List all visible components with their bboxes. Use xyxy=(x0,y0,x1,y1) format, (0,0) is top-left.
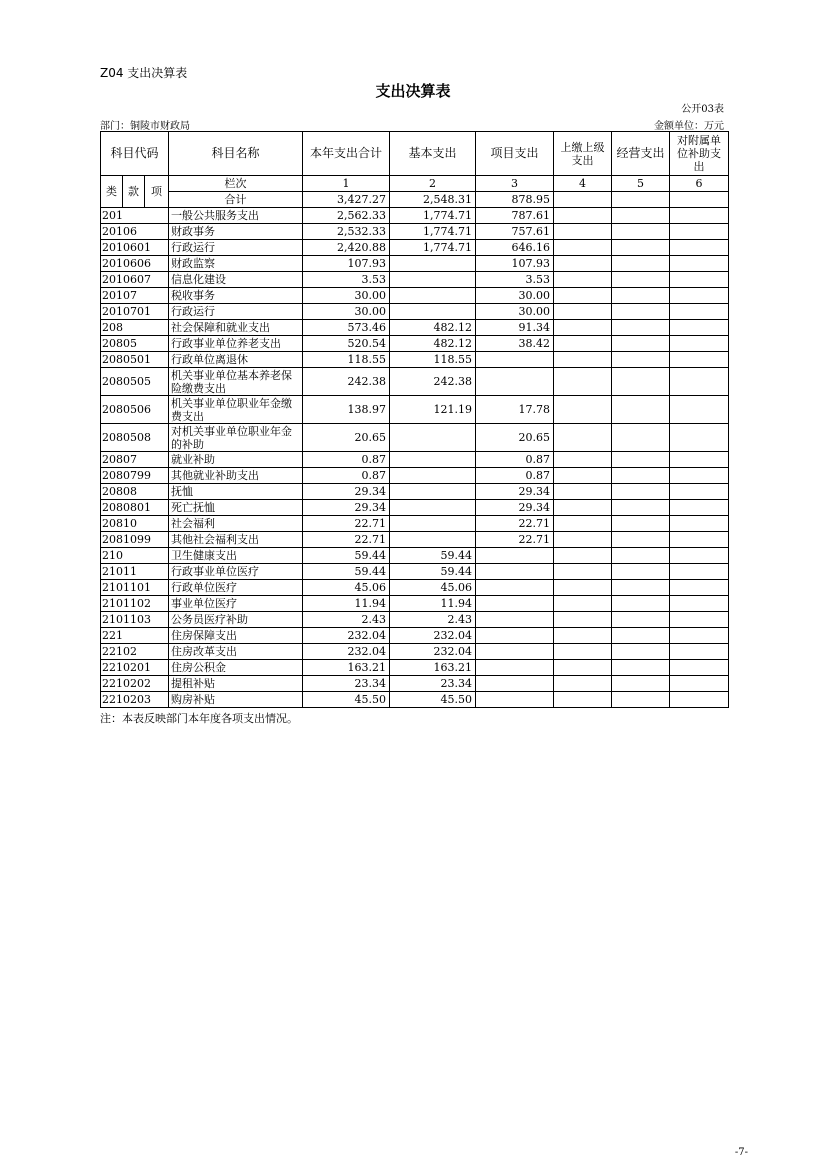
row-total: 107.93 xyxy=(303,256,390,272)
row-subsidy xyxy=(670,468,729,484)
row-subsidy xyxy=(670,336,729,352)
row-project: 646.16 xyxy=(476,240,554,256)
table-row xyxy=(101,644,729,660)
row-project xyxy=(476,596,554,612)
row-project: 20.65 xyxy=(476,424,554,452)
row-name: 税收事务 xyxy=(169,288,303,304)
total-label: 合计 xyxy=(169,192,303,208)
row-basic: 232.04 xyxy=(390,644,476,660)
row-upper xyxy=(554,224,612,240)
row-upper xyxy=(554,676,612,692)
row-code: 2101101 xyxy=(101,580,169,596)
row-code: 22102 xyxy=(101,644,169,660)
department-label: 部门：铜陵市财政局 xyxy=(100,121,190,132)
row-project: 0.87 xyxy=(476,452,554,468)
row-business xyxy=(612,304,670,320)
column-index-2: 2 xyxy=(390,176,476,192)
row-code: 21011 xyxy=(101,564,169,580)
row-basic: 23.34 xyxy=(390,676,476,692)
row-upper xyxy=(554,532,612,548)
row-subsidy xyxy=(670,224,729,240)
amount-unit-label: 金额单位：万元 xyxy=(654,121,724,132)
row-code: 20106 xyxy=(101,224,169,240)
row-name: 行政事业单位养老支出 xyxy=(169,336,303,352)
row-upper xyxy=(554,628,612,644)
row-upper xyxy=(554,208,612,224)
row-subsidy xyxy=(670,516,729,532)
row-upper xyxy=(554,468,612,484)
row-basic: 482.12 xyxy=(390,320,476,336)
column-index-4: 4 xyxy=(554,176,612,192)
row-name: 行政运行 xyxy=(169,240,303,256)
table-row xyxy=(101,548,729,564)
row-basic: 2.43 xyxy=(390,612,476,628)
header-basic: 基本支出 xyxy=(390,132,476,176)
row-total: 0.87 xyxy=(303,452,390,468)
row-upper xyxy=(554,596,612,612)
row-business xyxy=(612,208,670,224)
row-total: 3.53 xyxy=(303,272,390,288)
row-project xyxy=(476,628,554,644)
row-subsidy xyxy=(670,352,729,368)
row-project: 91.34 xyxy=(476,320,554,336)
row-subsidy xyxy=(670,500,729,516)
row-code: 2010701 xyxy=(101,304,169,320)
row-code: 2210202 xyxy=(101,676,169,692)
row-total: 520.54 xyxy=(303,336,390,352)
row-subsidy xyxy=(670,548,729,564)
row-name: 购房补贴 xyxy=(169,692,303,708)
row-name: 抚恤 xyxy=(169,484,303,500)
column-index-6: 6 xyxy=(670,176,729,192)
row-basic: 1,774.71 xyxy=(390,224,476,240)
column-index-row xyxy=(101,176,729,192)
row-upper xyxy=(554,660,612,676)
row-total: 23.34 xyxy=(303,676,390,692)
row-business xyxy=(612,484,670,500)
row-code: 2010601 xyxy=(101,240,169,256)
row-business xyxy=(612,692,670,708)
row-code: 208 xyxy=(101,320,169,336)
row-upper xyxy=(554,580,612,596)
header-xiang: 项 xyxy=(145,176,169,208)
row-upper xyxy=(554,644,612,660)
row-basic: 11.94 xyxy=(390,596,476,612)
header-kuan: 款 xyxy=(123,176,145,208)
row-basic: 59.44 xyxy=(390,548,476,564)
row-name: 卫生健康支出 xyxy=(169,548,303,564)
row-basic: 45.50 xyxy=(390,692,476,708)
row-name: 机关事业单位基本养老保险缴费支出 xyxy=(169,368,303,396)
row-code: 20807 xyxy=(101,452,169,468)
row-subsidy xyxy=(670,288,729,304)
row-subsidy xyxy=(670,272,729,288)
row-total: 138.97 xyxy=(303,396,390,424)
total-basic: 2,548.31 xyxy=(390,192,476,208)
row-name: 行政运行 xyxy=(169,304,303,320)
row-basic: 482.12 xyxy=(390,336,476,352)
row-code: 2080505 xyxy=(101,368,169,396)
table-row xyxy=(101,452,729,468)
row-business xyxy=(612,368,670,396)
row-total: 242.38 xyxy=(303,368,390,396)
row-basic xyxy=(390,452,476,468)
row-business xyxy=(612,424,670,452)
row-basic: 121.19 xyxy=(390,396,476,424)
row-business xyxy=(612,224,670,240)
page-number: -7- xyxy=(734,1147,748,1158)
row-business xyxy=(612,500,670,516)
row-name: 行政单位医疗 xyxy=(169,580,303,596)
row-basic: 1,774.71 xyxy=(390,240,476,256)
row-name: 行政事业单位医疗 xyxy=(169,564,303,580)
row-code: 2010607 xyxy=(101,272,169,288)
table-row xyxy=(101,676,729,692)
row-basic: 118.55 xyxy=(390,352,476,368)
row-project xyxy=(476,692,554,708)
row-upper xyxy=(554,516,612,532)
row-name: 住房公积金 xyxy=(169,660,303,676)
total-project: 878.95 xyxy=(476,192,554,208)
row-upper xyxy=(554,500,612,516)
row-business xyxy=(612,596,670,612)
table-row xyxy=(101,596,729,612)
row-code: 2010606 xyxy=(101,256,169,272)
row-name: 机关事业单位职业年金缴费支出 xyxy=(169,396,303,424)
row-subsidy xyxy=(670,256,729,272)
row-basic xyxy=(390,256,476,272)
row-project xyxy=(476,676,554,692)
row-total: 232.04 xyxy=(303,644,390,660)
row-business xyxy=(612,612,670,628)
column-index-3: 3 xyxy=(476,176,554,192)
table-row xyxy=(101,532,729,548)
row-name: 行政单位离退休 xyxy=(169,352,303,368)
row-subsidy xyxy=(670,596,729,612)
row-basic xyxy=(390,424,476,452)
row-upper xyxy=(554,304,612,320)
row-project xyxy=(476,564,554,580)
row-total: 163.21 xyxy=(303,660,390,676)
row-upper xyxy=(554,396,612,424)
row-total: 2,420.88 xyxy=(303,240,390,256)
table-row xyxy=(101,304,729,320)
row-total: 29.34 xyxy=(303,500,390,516)
header-business: 经营支出 xyxy=(612,132,670,176)
table-row xyxy=(101,484,729,500)
row-basic xyxy=(390,484,476,500)
table-row xyxy=(101,580,729,596)
row-subsidy xyxy=(670,368,729,396)
row-total: 30.00 xyxy=(303,304,390,320)
row-basic xyxy=(390,516,476,532)
row-project: 38.42 xyxy=(476,336,554,352)
row-subsidy xyxy=(670,304,729,320)
row-subsidy xyxy=(670,612,729,628)
row-project: 787.61 xyxy=(476,208,554,224)
row-project xyxy=(476,660,554,676)
row-project xyxy=(476,368,554,396)
row-code: 2080801 xyxy=(101,500,169,516)
row-business xyxy=(612,240,670,256)
row-code: 20810 xyxy=(101,516,169,532)
row-upper xyxy=(554,484,612,500)
row-name: 一般公共服务支出 xyxy=(169,208,303,224)
row-project: 17.78 xyxy=(476,396,554,424)
table-row xyxy=(101,564,729,580)
total-subsidy xyxy=(670,192,729,208)
row-basic: 59.44 xyxy=(390,564,476,580)
row-upper xyxy=(554,368,612,396)
row-upper xyxy=(554,336,612,352)
row-business xyxy=(612,660,670,676)
row-subsidy xyxy=(670,240,729,256)
row-total: 45.50 xyxy=(303,692,390,708)
row-name: 住房保障支出 xyxy=(169,628,303,644)
row-code: 2080501 xyxy=(101,352,169,368)
row-business xyxy=(612,452,670,468)
row-code: 221 xyxy=(101,628,169,644)
row-code: 2101102 xyxy=(101,596,169,612)
total-amount: 3,427.27 xyxy=(303,192,390,208)
row-business xyxy=(612,352,670,368)
row-business xyxy=(612,468,670,484)
row-code: 2081099 xyxy=(101,532,169,548)
row-basic xyxy=(390,500,476,516)
table-row xyxy=(101,660,729,676)
row-subsidy xyxy=(670,644,729,660)
row-upper xyxy=(554,240,612,256)
row-basic xyxy=(390,468,476,484)
table-row xyxy=(101,424,729,452)
row-total: 118.55 xyxy=(303,352,390,368)
total-row xyxy=(101,192,729,208)
row-business xyxy=(612,396,670,424)
page-title: 支出决算表 xyxy=(375,82,451,100)
row-upper xyxy=(554,692,612,708)
row-code: 2210203 xyxy=(101,692,169,708)
row-code: 2080508 xyxy=(101,424,169,452)
row-business xyxy=(612,320,670,336)
row-name: 对机关事业单位职业年金的补助 xyxy=(169,424,303,452)
header-row xyxy=(101,132,729,176)
row-total: 573.46 xyxy=(303,320,390,336)
row-project xyxy=(476,612,554,628)
row-name: 财政事务 xyxy=(169,224,303,240)
row-code: 2080506 xyxy=(101,396,169,424)
row-name: 就业补助 xyxy=(169,452,303,468)
row-basic: 163.21 xyxy=(390,660,476,676)
row-upper xyxy=(554,564,612,580)
row-project: 0.87 xyxy=(476,468,554,484)
row-upper xyxy=(554,256,612,272)
row-basic: 242.38 xyxy=(390,368,476,396)
row-total: 2.43 xyxy=(303,612,390,628)
table-row xyxy=(101,240,729,256)
row-subsidy xyxy=(670,676,729,692)
column-index-5: 5 xyxy=(612,176,670,192)
row-upper xyxy=(554,424,612,452)
row-subsidy xyxy=(670,484,729,500)
table-row xyxy=(101,500,729,516)
row-subsidy xyxy=(670,396,729,424)
row-business xyxy=(612,580,670,596)
row-upper xyxy=(554,452,612,468)
table-row xyxy=(101,628,729,644)
table-row xyxy=(101,272,729,288)
row-basic xyxy=(390,304,476,320)
row-name: 信息化建设 xyxy=(169,272,303,288)
row-subsidy xyxy=(670,660,729,676)
row-total: 59.44 xyxy=(303,548,390,564)
row-name: 死亡抚恤 xyxy=(169,500,303,516)
row-business xyxy=(612,676,670,692)
row-business xyxy=(612,532,670,548)
row-project xyxy=(476,352,554,368)
total-upper xyxy=(554,192,612,208)
row-business xyxy=(612,336,670,352)
row-total: 2,562.33 xyxy=(303,208,390,224)
table-row xyxy=(101,368,729,396)
row-basic xyxy=(390,272,476,288)
row-basic: 232.04 xyxy=(390,628,476,644)
row-name: 事业单位医疗 xyxy=(169,596,303,612)
row-total: 29.34 xyxy=(303,484,390,500)
row-total: 232.04 xyxy=(303,628,390,644)
table-note: 注：本表反映部门本年度各项支出情况。 xyxy=(100,712,298,725)
row-total: 2,532.33 xyxy=(303,224,390,240)
row-project: 107.93 xyxy=(476,256,554,272)
row-upper xyxy=(554,352,612,368)
row-basic xyxy=(390,532,476,548)
row-subsidy xyxy=(670,628,729,644)
row-code: 20107 xyxy=(101,288,169,304)
form-number: 公开03表 xyxy=(681,104,724,115)
row-business xyxy=(612,516,670,532)
row-basic xyxy=(390,288,476,304)
header-lanci: 栏次 xyxy=(169,176,303,192)
row-upper xyxy=(554,320,612,336)
row-business xyxy=(612,628,670,644)
header-name: 科目名称 xyxy=(169,132,303,176)
row-name: 财政监察 xyxy=(169,256,303,272)
row-name: 提租补贴 xyxy=(169,676,303,692)
row-basic: 45.06 xyxy=(390,580,476,596)
row-business xyxy=(612,272,670,288)
row-project xyxy=(476,644,554,660)
table-row xyxy=(101,256,729,272)
row-project: 30.00 xyxy=(476,288,554,304)
header-subsidy: 对附属单位补助支出 xyxy=(670,132,729,176)
table-row xyxy=(101,612,729,628)
row-subsidy xyxy=(670,452,729,468)
row-subsidy xyxy=(670,532,729,548)
row-name: 其他社会福利支出 xyxy=(169,532,303,548)
table-row xyxy=(101,468,729,484)
row-total: 22.71 xyxy=(303,516,390,532)
row-total: 59.44 xyxy=(303,564,390,580)
row-subsidy xyxy=(670,564,729,580)
header-project: 项目支出 xyxy=(476,132,554,176)
row-project: 30.00 xyxy=(476,304,554,320)
header-upper: 上缴上级支出 xyxy=(554,132,612,176)
row-code: 20808 xyxy=(101,484,169,500)
row-code: 20805 xyxy=(101,336,169,352)
row-project xyxy=(476,580,554,596)
header-lei: 类 xyxy=(101,176,123,208)
row-name: 公务员医疗补助 xyxy=(169,612,303,628)
row-code: 201 xyxy=(101,208,169,224)
column-index-1: 1 xyxy=(303,176,390,192)
row-upper xyxy=(554,288,612,304)
row-total: 45.06 xyxy=(303,580,390,596)
row-name: 社会福利 xyxy=(169,516,303,532)
row-code: 210 xyxy=(101,548,169,564)
total-business xyxy=(612,192,670,208)
row-total: 0.87 xyxy=(303,468,390,484)
row-name: 住房改革支出 xyxy=(169,644,303,660)
expenditure-table xyxy=(100,131,729,708)
row-project: 757.61 xyxy=(476,224,554,240)
row-total: 11.94 xyxy=(303,596,390,612)
row-upper xyxy=(554,272,612,288)
row-basic: 1,774.71 xyxy=(390,208,476,224)
row-code: 2210201 xyxy=(101,660,169,676)
table-row xyxy=(101,320,729,336)
row-project: 29.34 xyxy=(476,500,554,516)
table-code-label: Z04 支出决算表 xyxy=(100,66,188,80)
header-code: 科目代码 xyxy=(101,132,169,176)
header-total: 本年支出合计 xyxy=(303,132,390,176)
row-subsidy xyxy=(670,424,729,452)
row-project: 22.71 xyxy=(476,516,554,532)
row-total: 30.00 xyxy=(303,288,390,304)
row-subsidy xyxy=(670,320,729,336)
row-business xyxy=(612,564,670,580)
table-row xyxy=(101,208,729,224)
row-total: 20.65 xyxy=(303,424,390,452)
table-row xyxy=(101,224,729,240)
row-subsidy xyxy=(670,208,729,224)
row-name: 社会保障和就业支出 xyxy=(169,320,303,336)
table-row xyxy=(101,396,729,424)
row-project xyxy=(476,548,554,564)
row-business xyxy=(612,644,670,660)
row-project: 22.71 xyxy=(476,532,554,548)
row-upper xyxy=(554,548,612,564)
row-subsidy xyxy=(670,692,729,708)
row-project: 3.53 xyxy=(476,272,554,288)
row-business xyxy=(612,288,670,304)
table-row xyxy=(101,516,729,532)
row-upper xyxy=(554,612,612,628)
table-row xyxy=(101,352,729,368)
row-business xyxy=(612,548,670,564)
row-code: 2101103 xyxy=(101,612,169,628)
table-row xyxy=(101,288,729,304)
row-business xyxy=(612,256,670,272)
row-code: 2080799 xyxy=(101,468,169,484)
table-row xyxy=(101,692,729,708)
row-name: 其他就业补助支出 xyxy=(169,468,303,484)
row-subsidy xyxy=(670,580,729,596)
row-project: 29.34 xyxy=(476,484,554,500)
row-total: 22.71 xyxy=(303,532,390,548)
table-row xyxy=(101,336,729,352)
